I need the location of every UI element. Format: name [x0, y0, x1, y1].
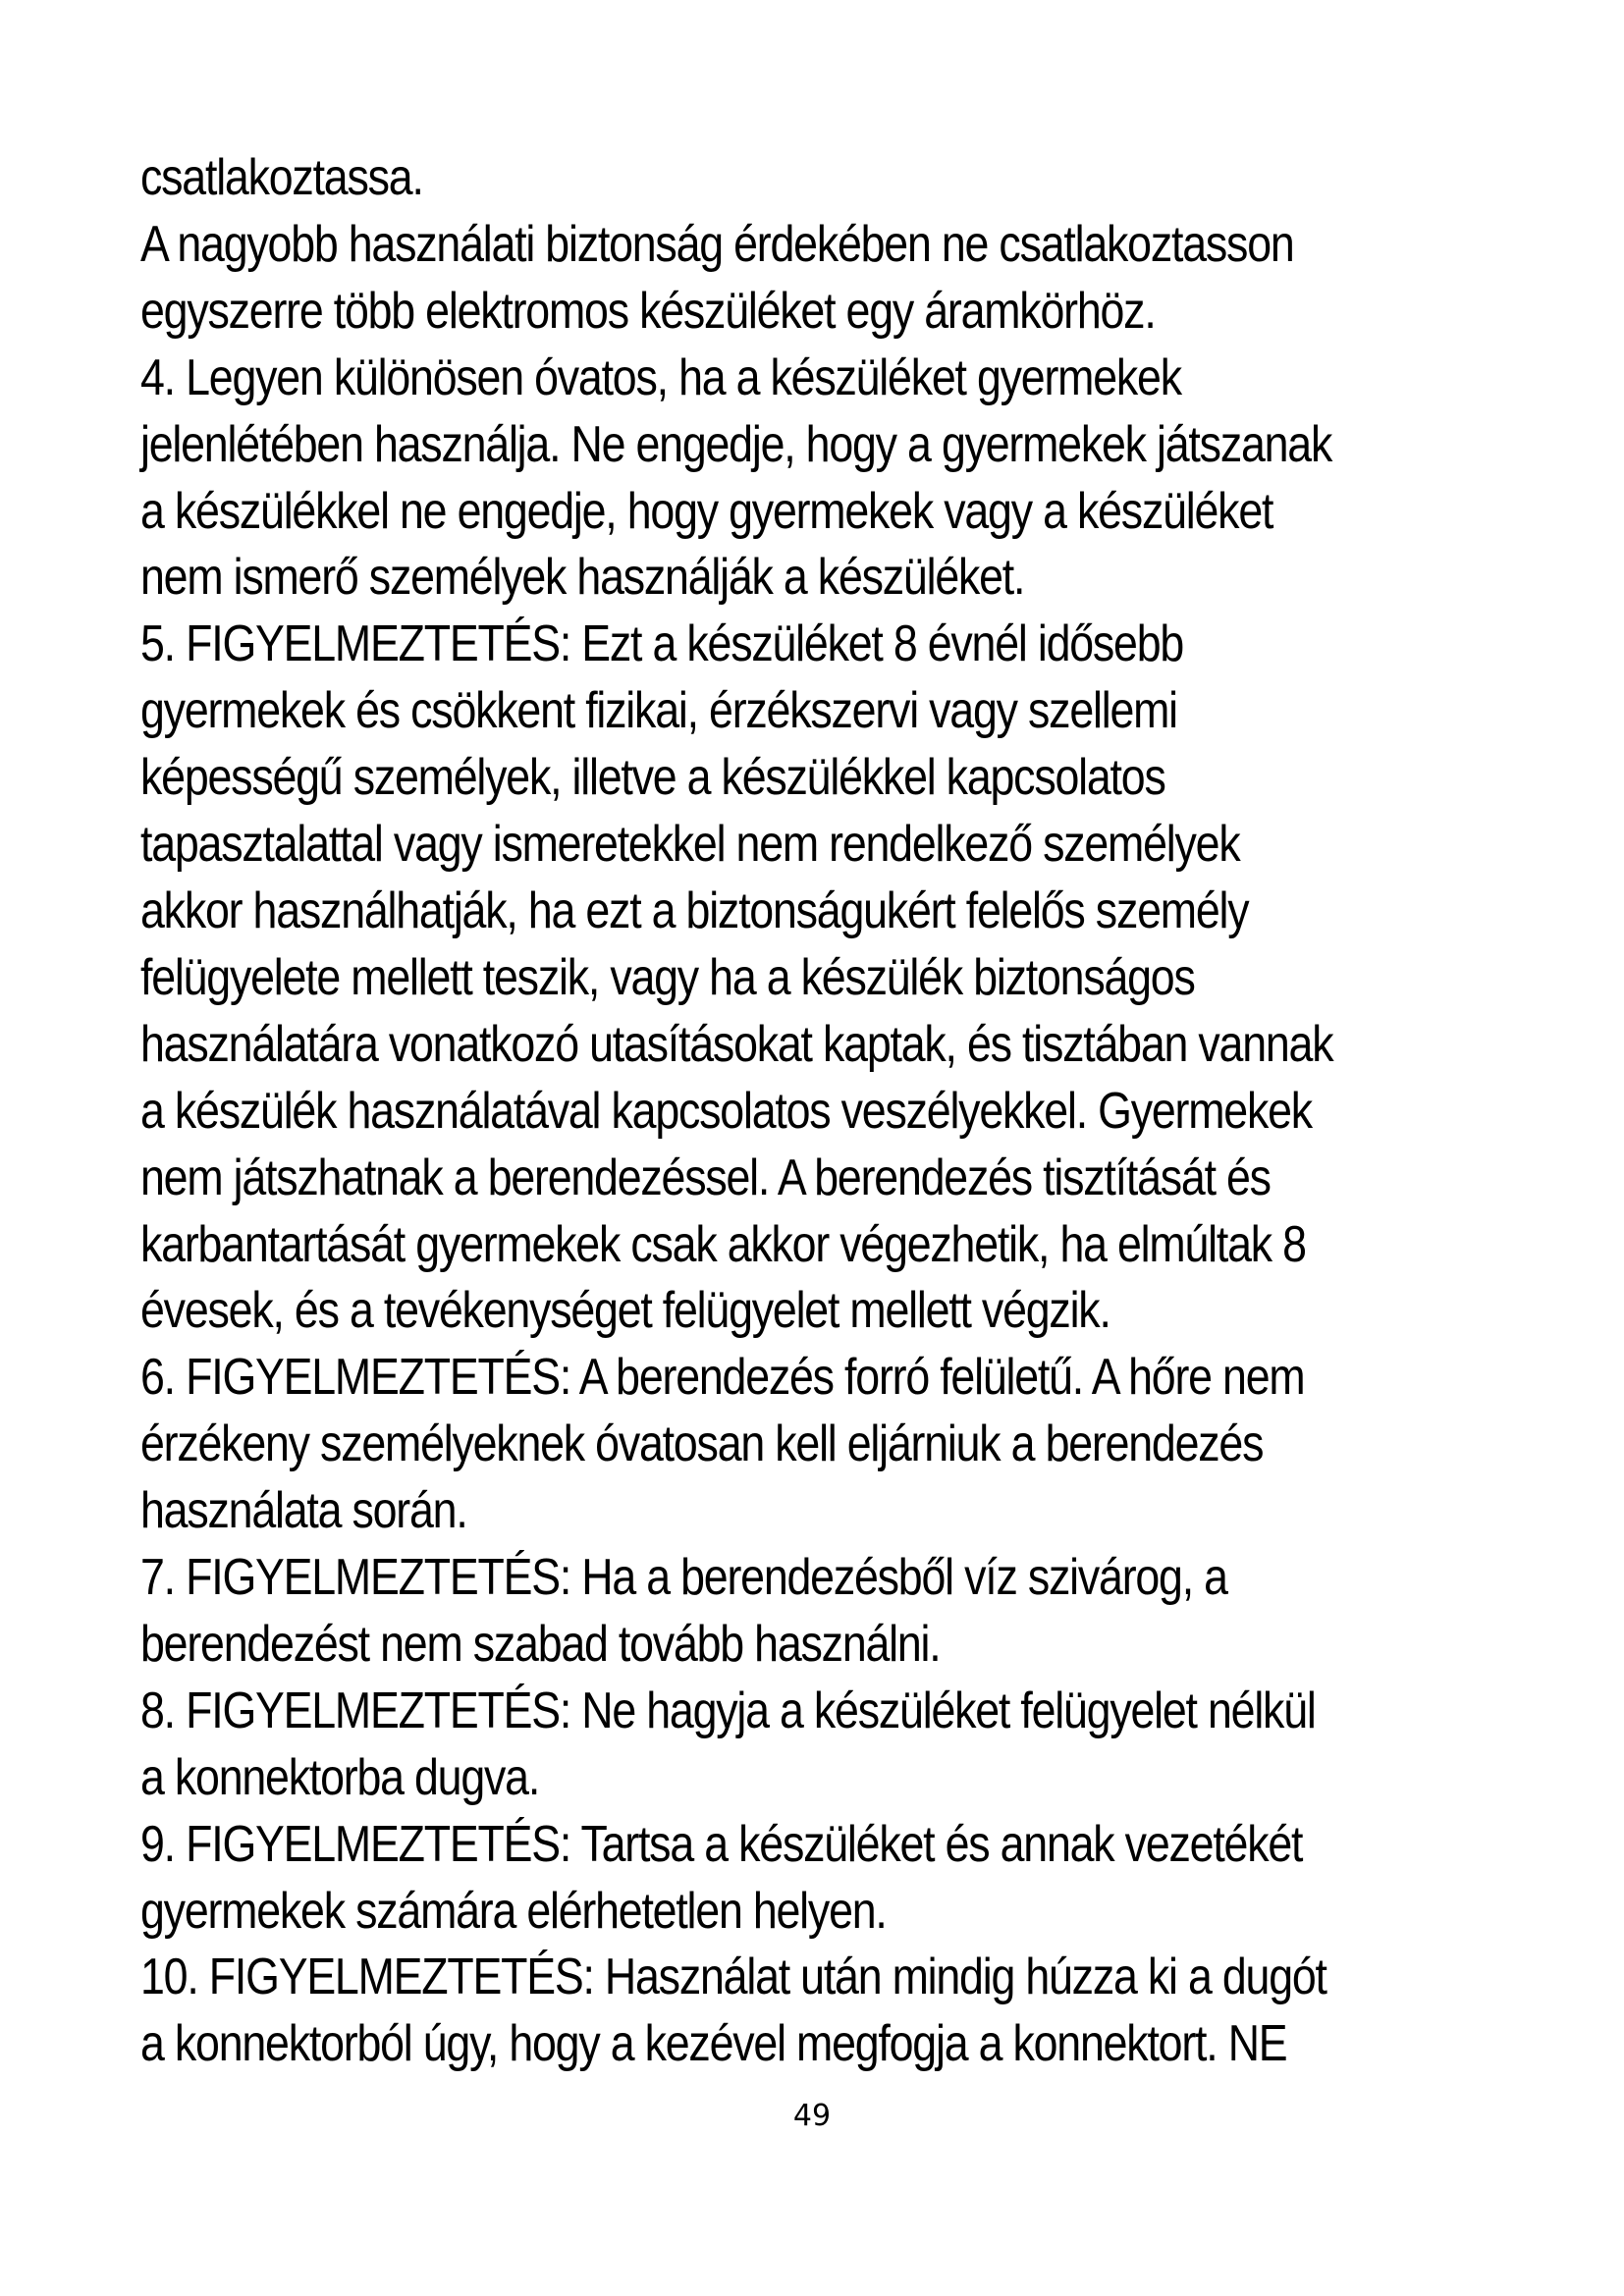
text-line: nem játszhatnak a berendezéssel. A berendezés tisztítását és: [140, 1148, 1271, 1206]
text-line: képességű személyek, illetve a készülékkel kapcsolatos: [140, 749, 1165, 807]
text-line: használatára vonatkozó utasításokat kaptak, és tisztában vannak: [140, 1015, 1333, 1073]
text-line: A nagyobb használati biztonság érdekében ne csatlakoztasson: [140, 215, 1294, 273]
text-line: berendezést nem szabad tovább használni.: [140, 1615, 941, 1673]
text-line: akkor használhatják, ha ezt a biztonságukért felelős személy: [140, 881, 1249, 939]
text-line: nem ismerő személyek használják a készüléket.: [140, 549, 1025, 607]
text-line: jelenlétében használja. Ne engedje, hogy a gyermekek játszanak: [140, 415, 1332, 473]
text-line: 6. FIGYELMEZTETÉS: A berendezés forró felületű. A hőre nem: [140, 1349, 1305, 1407]
text-line: 4. Legyen különösen óvatos, ha a készüléket gyermekek: [140, 348, 1181, 406]
text-line: tapasztalattal vagy ismeretekkel nem rendelkező személyek: [140, 816, 1240, 874]
text-line: 10. FIGYELMEZTETÉS: Használat után mindig húzza ki a dugót: [140, 1949, 1326, 2006]
text-line: karbantartását gyermekek csak akkor végezhetik, ha elmúltak 8: [140, 1215, 1306, 1273]
page-number: 49: [792, 2099, 832, 2133]
text-line: évesek, és a tevékenységet felügyelet mellett végzik.: [140, 1282, 1110, 1340]
text-line: 5. FIGYELMEZTETÉS: Ezt a készüléket 8 évnél idősebb: [140, 615, 1184, 673]
text-line: egyszerre több elektromos készüléket egy áramkörhöz.: [140, 282, 1156, 340]
text-line: 8. FIGYELMEZTETÉS: Ne hagyja a készüléket felügyelet nélkül: [140, 1682, 1316, 1739]
text-line: a készülékkel ne engedje, hogy gyermekek vagy a készüléket: [140, 482, 1273, 540]
text-line: csatlakoztassa.: [140, 149, 423, 206]
document-body: [140, 145, 1515, 2078]
text-line: a készülék használatával kapcsolatos veszélyekkel. Gyermekek: [140, 1082, 1312, 1140]
text-line: gyermekek számára elérhetetlen helyen.: [140, 1882, 887, 1940]
text-line: 9. FIGYELMEZTETÉS: Tartsa a készüléket és annak vezetékét: [140, 1815, 1303, 1873]
text-line: a konnektorból úgy, hogy a kezével megfogja a konnektort. NE: [140, 2015, 1287, 2073]
text-line: a konnektorba dugva.: [140, 1748, 540, 1806]
text-line: érzékeny személyeknek óvatosan kell eljárniuk a berendezés: [140, 1415, 1264, 1473]
text-line: gyermekek és csökkent fizikai, érzékszervi vagy szellemi: [140, 682, 1177, 740]
text-line: felügyelete mellett teszik, vagy ha a készülék biztonságos: [140, 948, 1195, 1006]
text-line: 7. FIGYELMEZTETÉS: Ha a berendezésből víz szivárog, a: [140, 1549, 1227, 1607]
text-line: használata során.: [140, 1482, 467, 1540]
